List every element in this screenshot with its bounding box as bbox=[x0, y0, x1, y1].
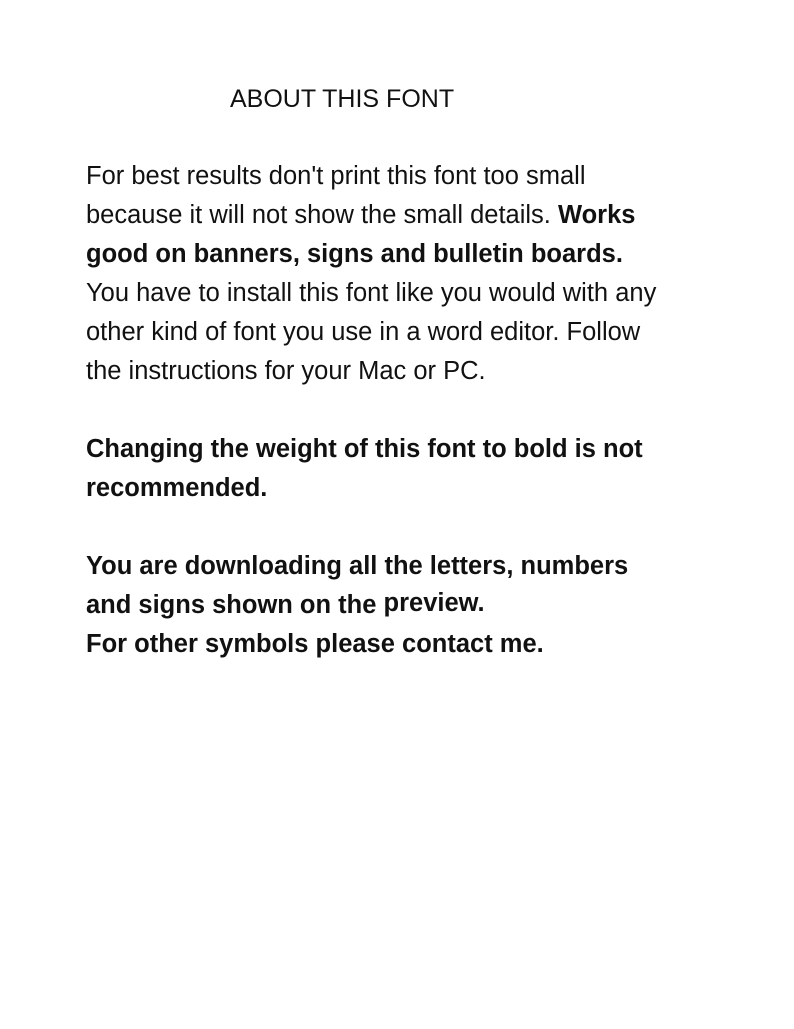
paragraph-line: the instructions for your Mac or PC. bbox=[86, 357, 486, 385]
paragraph-text: because it will not show the small details. bbox=[86, 201, 558, 229]
install-instructions-paragraph bbox=[86, 157, 726, 391]
paragraph-line: For other symbols please contact me. bbox=[86, 630, 544, 658]
paragraph-line: recommended. bbox=[86, 474, 268, 502]
paragraph-text: and signs shown on the bbox=[86, 591, 384, 619]
paragraph-line bbox=[86, 586, 726, 625]
download-info-paragraph bbox=[86, 547, 726, 664]
paragraph-line: You are downloading all the letters, numbers bbox=[86, 552, 629, 580]
preview-word: preview. bbox=[383, 589, 485, 617]
emphasis-line: good on banners, signs and bulletin boards. bbox=[86, 240, 623, 268]
paragraph-line: other kind of font you use in a word editor. Follow bbox=[86, 318, 641, 346]
emphasis-text: Works bbox=[557, 201, 636, 229]
paragraph-line: You have to install this font like you would with any bbox=[86, 279, 657, 307]
page-title: ABOUT THIS FONT bbox=[230, 85, 455, 113]
paragraph-line: For best results don't print this font too small bbox=[86, 162, 586, 190]
paragraph-line bbox=[86, 196, 726, 235]
paragraph-line: Changing the weight of this font to bold is not bbox=[86, 435, 643, 463]
bold-warning-paragraph bbox=[86, 430, 726, 508]
